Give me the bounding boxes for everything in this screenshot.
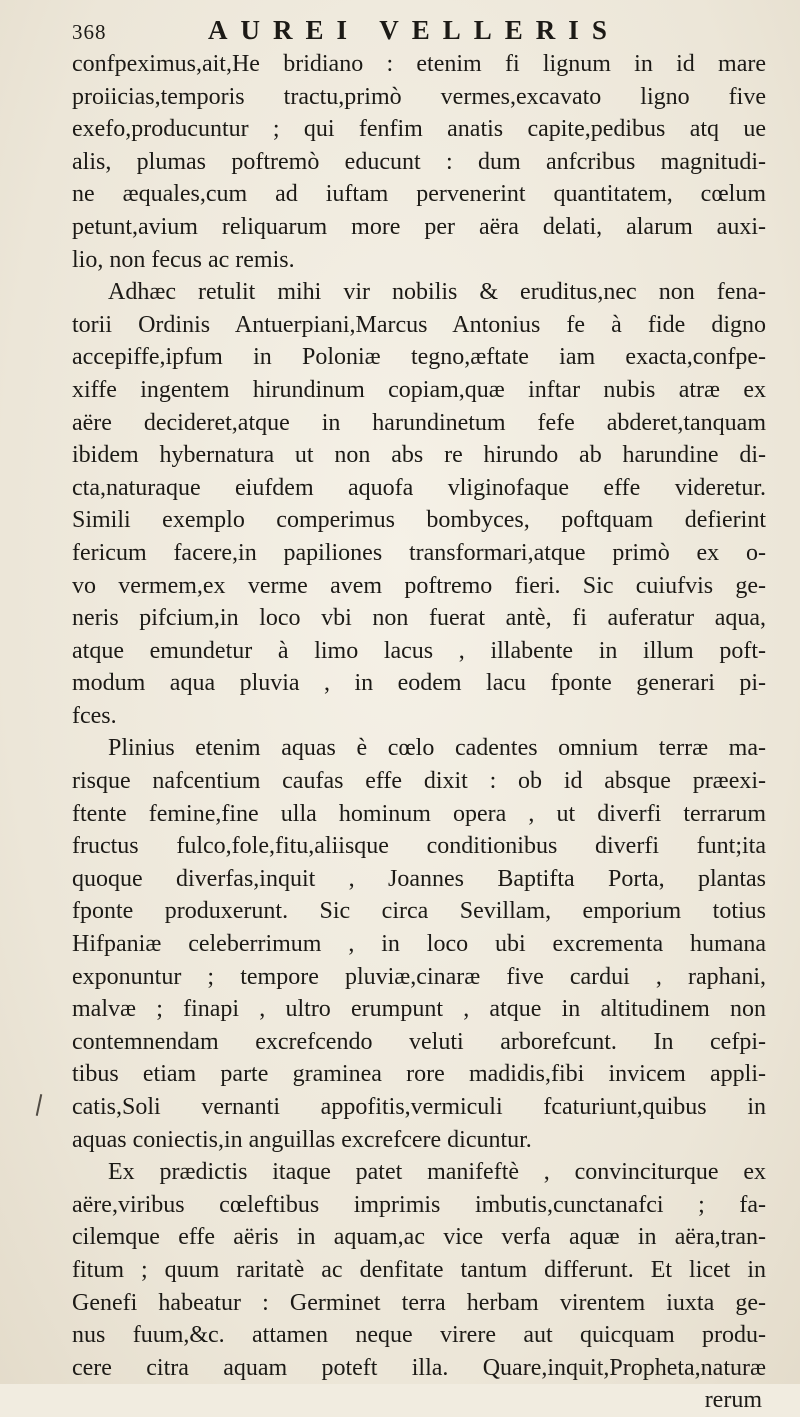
text-line: vo vermem,ex verme avem poftremo fieri. Sic cuiufvis ge- (72, 572, 766, 599)
text-line: nus fuum,&c. attamen neque virere aut quicquam produ- (72, 1322, 766, 1349)
text-line: Adhæc retulit mihi vir nobilis & eruditus,nec non fena- (108, 279, 766, 306)
text-line: lio, non fecus ac remis. (72, 246, 295, 273)
text-line: accepiffe,ipfum in Poloniæ tegno,æftate iam exacta,confpe- (72, 344, 766, 371)
text-line: Ex prædictis itaque patet manifeftè , convinciturque ex (108, 1159, 766, 1186)
text-line: contemnendam excrefcendo veluti arborefcunt. In cefpi- (72, 1028, 766, 1055)
text-line: confpeximus,ait,He bridiano : etenim fi lignum in id mare (72, 51, 766, 77)
text-line: fitum ; quum raritatè ac denfitate tantum differunt. Et licet in (72, 1256, 766, 1283)
text-line: fructus fulco,fole,fitu,aliisque conditionibus diverfi funt;ita (72, 833, 766, 860)
text-line: ibidem hybernatura ut non abs re hirundo ab harundine di- (72, 442, 766, 469)
text-line: Simili exemplo comperimus bombyces, poftquam defierint (72, 507, 766, 534)
margin-mark (36, 1094, 43, 1116)
text-line: atque emundetur à limo lacus , illabente in illum poft- (72, 637, 766, 664)
text-line: fces. (72, 702, 117, 729)
text-line: proiicias,temporis tractu,primò vermes,excavato ligno five (72, 83, 766, 110)
text-line: cere citra aquam poteft illa. Quare,inquit,Propheta,naturæ (72, 1354, 766, 1381)
text-line: Plinius etenim aquas è cœlo cadentes omnium terræ ma- (108, 735, 766, 762)
text-line: cilemque effe aëris in aquam,ac vice verfa aquæ in aëra,tran- (72, 1224, 766, 1251)
text-body (72, 48, 766, 1417)
text-line: aëre decideret,atque in harundinetum fefe abderet,tanquam (72, 409, 766, 436)
page-number: 368 (72, 20, 107, 44)
text-line: tibus etiam parte graminea rore madidis,fibi invicem appli- (72, 1061, 766, 1088)
text-line: fponte produxerunt. Sic circa Sevillam, emporium totius (72, 898, 766, 925)
text-line: cta,naturaque eiufdem aquofa vliginofaque effe videretur. (72, 474, 766, 501)
text-line: Genefi habeatur : Germinet terra herbam virentem iuxta ge- (72, 1289, 766, 1316)
page-header (72, 14, 766, 46)
text-line: aquas coniectis,in anguillas excrefcere dicuntur. (72, 1126, 532, 1153)
text-line: exefo,producuntur ; qui fenfim anatis capite,pedibus atq ue (72, 116, 766, 143)
catchword: rerum (704, 1387, 762, 1414)
text-line: exponuntur ; tempore pluviæ,cinaræ five cardui , raphani, (72, 963, 766, 990)
text-line: fericum facere,in papiliones transformari,atque primò ex o- (72, 539, 766, 566)
text-line: aëre,viribus cœleftibus imprimis imbutis,cunctanafci ; fa- (72, 1191, 766, 1218)
text-line: catis,Soli vernanti appofitis,vermiculi fcaturiunt,quibus in (72, 1094, 766, 1120)
text-line: modum aqua pluvia , in eodem lacu fponte generari pi- (72, 670, 766, 697)
text-line: neris pifcium,in loco vbi non fuerat antè, fi auferatur aqua, (72, 605, 766, 632)
text-line: ne æquales,cum ad iuftam pervenerint quantitatem, cœlum (72, 181, 766, 208)
text-line: ftente femine,fine ulla hominum opera , ut diverfi terrarum (72, 800, 766, 827)
text-line: risque nafcentium caufas effe dixit : ob id absque præexi- (72, 768, 766, 795)
text-line: alis, plumas poftremò educunt : dum anfcribus magnitudi- (72, 148, 766, 175)
text-line: torii Ordinis Antuerpiani,Marcus Antonius fe à fide digno (72, 311, 766, 338)
text-line: xiffe ingentem hirundinum copiam,quæ inftar nubis atræ ex (72, 376, 766, 403)
text-line: petunt,avium reliquarum more per aëra delati, alarum auxi- (72, 213, 766, 240)
text-line: malvæ ; finapi , ultro erumpunt , atque in altitudinem non (72, 996, 766, 1023)
text-line: quoque diverfas,inquit , Joannes Baptifta Porta, plantas (72, 865, 766, 892)
running-head: AUREI VELLERIS (208, 15, 620, 45)
text-line: Hifpaniæ celeberrimum , in loco ubi excrementa humana (72, 931, 766, 958)
